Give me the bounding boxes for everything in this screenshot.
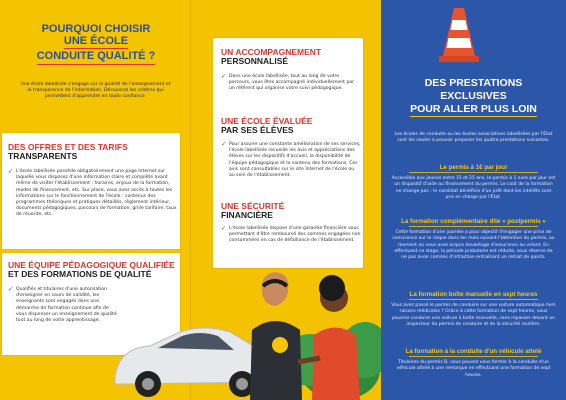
security-title-dark: FINANCIÈRE [221,210,273,221]
security-text: ✓ L'école labellisée dispose d'une garantie financière vous permettant d'être remboursé des sommes engagées non consommées en cas de défaillance de l'établissement. [221,225,361,244]
heading-line: POURQUOI CHOISIR [41,23,151,35]
offers-title-dark: TRANSPARENTS [8,151,78,162]
team-title-red: UNE ÉQUIPE PÉDAGOGIQUE QUALIFIÉE [8,260,175,270]
postpermis-text: Cette formation d'une journée a pour objectif d'engager une prise de conscience sur le risque dans les mois suivant l'obtention du permis, au moment où vous avez acquis davantage d'assurance au volant. En effectuant ce stage, la période probatoire est réduite, sous réserve de ne pas avoir commis d'infraction entraînant un retrait de points. [392,230,555,261]
manual-gearbox-title: La formation boîte manuelle en sept heures [409,291,538,298]
team-title-dark: ET DES FORMATIONS DE QUALITÉ [8,269,152,280]
manual-gearbox-text: Vous avez passé le permis de conduire sur une voiture automatique hors raisons médicales ? Grâce à cette formation de sept heures, vous pourrez conduire une voiture à boîte manuelle, sans repasser devant un inspecteur du permis de conduire et de la sécurité routière. [391,303,556,327]
right-panel [381,0,566,400]
right-heading-line: POUR ALLER PLUS LOIN [410,103,537,115]
support-title-red: UN ACCOMPAGNEMENT [221,47,322,57]
check-icon: ✓ [221,73,227,80]
check-icon: ✓ [8,168,14,175]
evaluated-title-red: UNE ÉCOLE ÉVALUÉE [221,116,313,126]
security-title-red: UNE SÉCURITÉ [221,201,285,211]
heading-line: UNE ÉCOLE [64,36,128,50]
right-heading-line: EXCLUSIVES [440,90,507,102]
support-text: ✓ Dans une école labellisée, tout au long de votre parcours, vous êtes accompagné individuellement par un référent qui organise votre suivi pédagogique. [221,73,355,92]
postpermis-title: La formation complémentaire dite « postpermis » [401,218,546,225]
offers-text: ✓ L'école labellisée possède obligatoirement une page Internet sur laquelle vous disposez d'une information claire et complète avant même de visiter l'établissement : horaires, enjeux de la formation, modes de financement, etc. Sur place, vous avez accès à toutes les informations sur le fonctionnement de l'école : contenus des programmes théoriques et pratiques détaillés, règlement intérieur, documents pédagogiques, parcours de formation, grille tarifaire, taux de réussite, etc. [8,168,177,218]
trailer-title: La formation à la conduite d'un véhicule attelé [405,348,542,355]
trailer-text: Titulaires du permis B, vous pouvez vous former à la conduite d'un véhicule attelé à une remorque en effectuant une formation de sept heures. [396,360,551,378]
team-text: ✓ Qualifiés et titulaires d'une autorisation d'enseigner en cours de validité, les enseignants sont engagés dans une démarche de formation continue afin de vous dispenser un enseignement de qualité tout au long de votre apprentissage. [8,286,117,323]
offers-title-red: DES OFFRES ET DES TARIFS [8,142,128,152]
middle-card [213,38,363,268]
evaluated-title-dark: PAR SES ÉLÈVES [221,125,294,136]
right-heading-line: DES PRESTATIONS [424,77,523,89]
traffic-cone-icon [439,6,479,64]
heading-line: CONDUITE QUALITÉ ? [37,51,156,65]
check-icon: ✓ [221,225,227,232]
support-title-dark: PERSONNALISÉ [221,56,289,67]
instructor-figure [250,272,302,400]
right-intro: Les écoles de conduite ou les écoles associatives labellisées par l'État sont les seules à pouvoir proposer les quatre prestations suivantes. [394,132,553,144]
offers-card [2,133,180,249]
evaluated-text: ✓ Pour assurer une constante amélioration de ses services, l'école labellisée recueille les avis et appréciations des élèves sur les dispositifs d'accueil, la disponibilité de l'équipe pédagogique et le contenu des formations. Ces avis sont consultables sur le site Internet de l'école ou au sein de l'établissement. [221,141,361,178]
permit-1euro-title: Le permis à 1€ par jour [389,164,558,173]
check-icon: ✓ [8,286,14,293]
check-icon: ✓ [221,141,227,148]
left-heading [8,24,184,65]
driving-school-illustration [110,250,381,400]
left-intro: Une école labellisée s'engage sur la qualité de l'enseignement et la transparence de l'information. Découvrez les critères qui permettent d'apprendre en toute confiance. [20,82,171,100]
permit-1euro-text: Accessible aux jeunes entre 15 et 25 ans, le permis à 1 euro par jour est un dispositif d'aide au financement du permis. Le coût de la formation ne change pas : le candidat bénéficie d'un prêt dont les intérêts sont pris en charge par l'État. [391,176,556,200]
